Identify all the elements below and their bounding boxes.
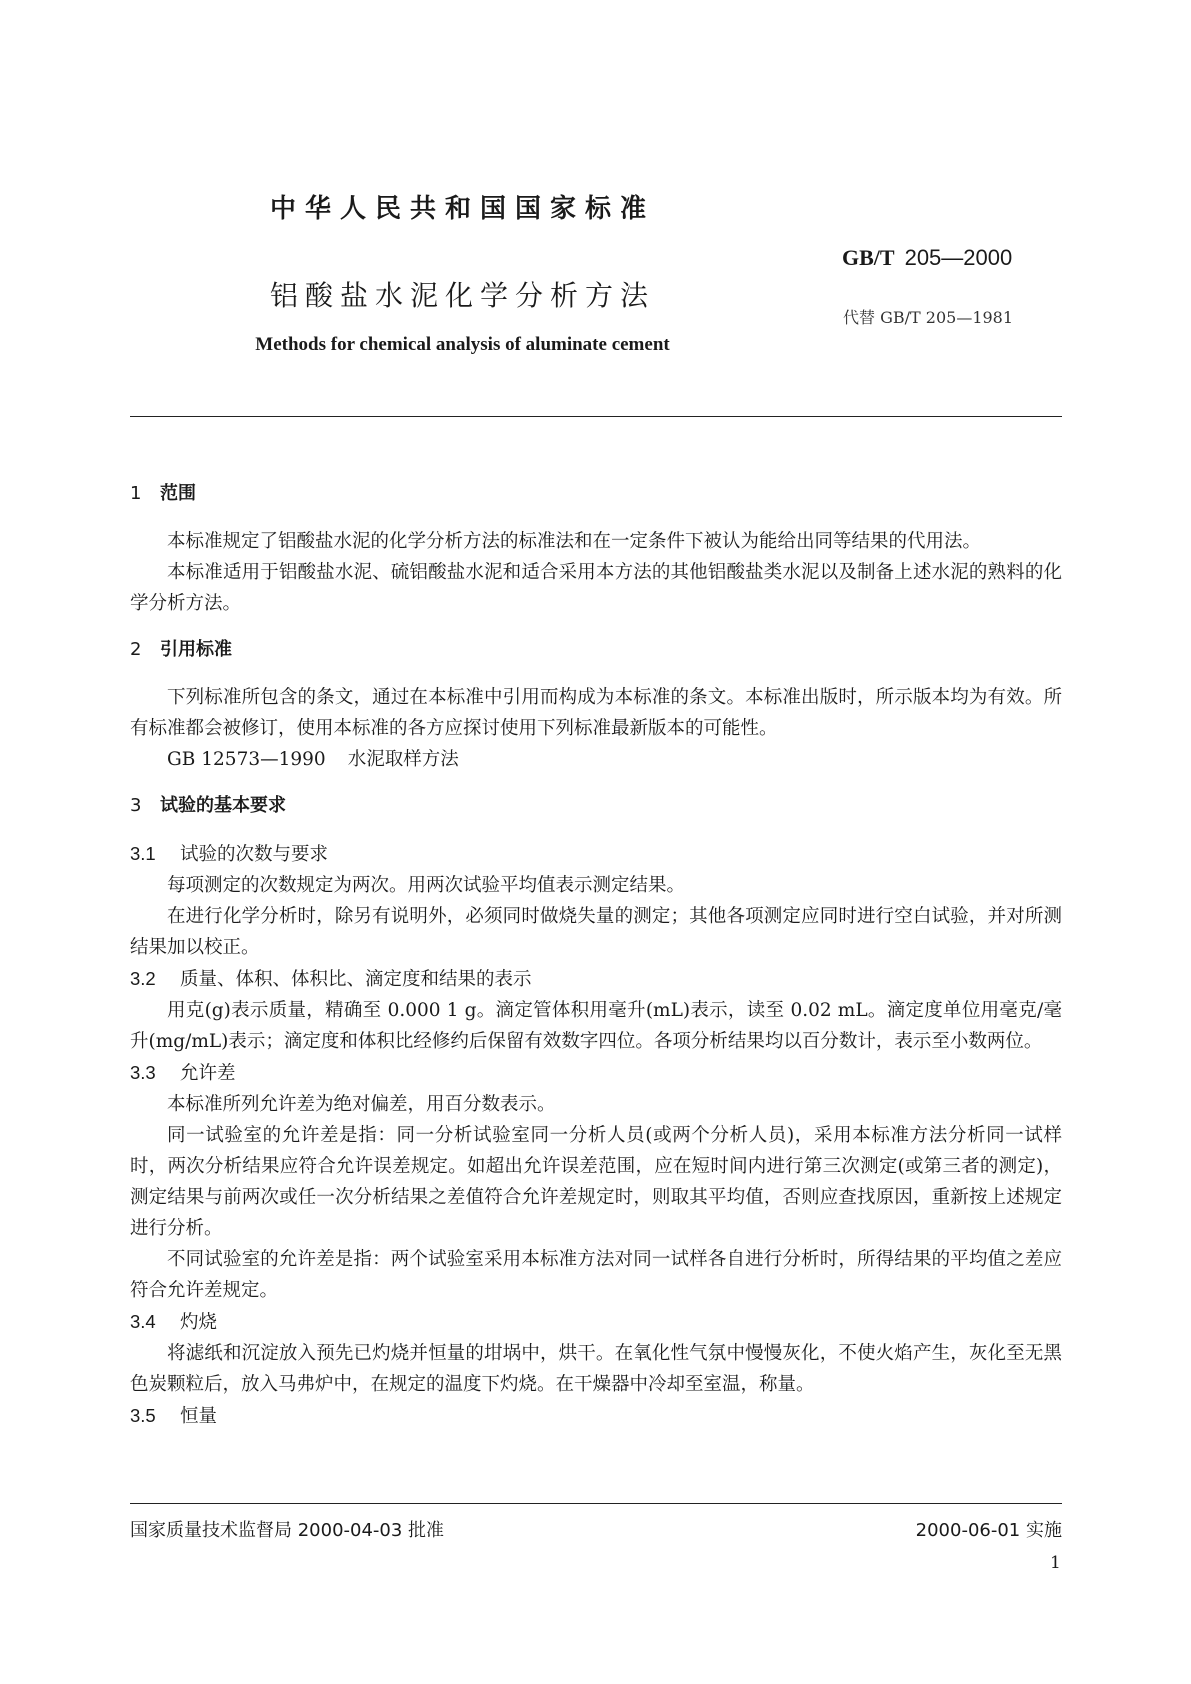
subsection-heading: 3.4 灼烧 — [130, 1311, 218, 1333]
document-title-cn: 铝酸盐水泥化学分析方法 — [269, 279, 655, 312]
normative-reference: GB 12573—1990 水泥取样方法 — [167, 749, 459, 770]
document-body — [130, 478, 1062, 1432]
paragraph: 本标准规定了铝酸盐水泥的化学分析方法的标准法和在一定条件下被认为能给出同等结果的代用法。 — [167, 531, 982, 552]
paragraph: 在进行化学分析时，除另有说明外，必须同时做烧失量的测定；其他各项测定应同时进行空白试验，并对所测结果加以校正。 — [130, 906, 1062, 958]
standard-code — [842, 245, 1012, 271]
paragraph: 同一试验室的允许差是指：同一分析试验室同一分析人员(或两个分析人员)，采用本标准方法分析同一试样时，两次分析结果应符合允许误差规定。如超出允许误差范围，应在短时间内进行第三次测定(或第三者的测定)，测定结果与前两次或任一次分析结果之差值符合允许差规定时，则取其平均值，否则应查找原因，重新按上述规定进行分析。 — [130, 1125, 1062, 1239]
section-heading: 3 试验的基本要求 — [130, 795, 286, 816]
footer-divider — [130, 1503, 1062, 1504]
page-number: 1 — [1050, 1553, 1061, 1573]
paragraph: 每项测定的次数规定为两次。用两次试验平均值表示测定结果。 — [167, 875, 686, 896]
paragraph: 下列标准所包含的条文，通过在本标准中引用而构成为本标准的条文。本标准出版时，所示版本均为有效。所有标准都会被修订，使用本标准的各方应探讨使用下列标准最新版本的可能性。 — [130, 687, 1062, 739]
document-title-en: Methods for chemical analysis of aluminate cement — [255, 334, 670, 355]
code-number: 205—2000 — [904, 245, 1013, 270]
implementation-date: 2000-06-01 实施 — [915, 1520, 1062, 1541]
paragraph: 本标准所列允许差为绝对偏差，用百分数表示。 — [167, 1094, 556, 1115]
subsection-heading: 3.3 允许差 — [130, 1062, 236, 1084]
code-prefix: GB/T — [842, 245, 895, 270]
paragraph: 用克(g)表示质量，精确至 0.000 1 g。滴定管体积用毫升(mL)表示，读至 0.02 mL。滴定度单位用毫克/毫升(mg/mL)表示；滴定度和体积比经修约后保留有效数字四位。各项分析结果均以百分数计，表示至小数两位。 — [130, 1000, 1062, 1052]
replaces-standard: 代替 GB/T 205—1981 — [843, 308, 1014, 327]
section-heading: 2 引用标准 — [130, 639, 232, 660]
header-divider — [130, 416, 1062, 417]
section-heading: 1 范围 — [130, 483, 196, 504]
subsection-heading: 3.5 恒量 — [130, 1405, 218, 1427]
subsection-heading: 3.2 质量、体积、体积比、滴定度和结果的表示 — [130, 968, 532, 990]
subsection-heading: 3.1 试验的次数与要求 — [130, 843, 329, 865]
paragraph: 将滤纸和沉淀放入预先已灼烧并恒量的坩埚中，烘干。在氧化性气氛中慢慢灰化，不使火焰产生，灰化至无黑色炭颗粒后，放入马弗炉中，在规定的温度下灼烧。在干燥器中冷却至室温，称量。 — [130, 1343, 1062, 1395]
paragraph: 本标准适用于铝酸盐水泥、硫铝酸盐水泥和适合采用本方法的其他铝酸盐类水泥以及制备上述水泥的熟料的化学分析方法。 — [130, 562, 1062, 614]
paragraph: 不同试验室的允许差是指：两个试验室采用本标准方法对同一试样各自进行分析时，所得结果的平均值之差应符合允许差规定。 — [130, 1249, 1062, 1301]
national-standard-heading: 中华人民共和国国家标准 — [269, 194, 655, 224]
approval-info: 国家质量技术监督局 2000-04-03 批准 — [130, 1520, 445, 1541]
